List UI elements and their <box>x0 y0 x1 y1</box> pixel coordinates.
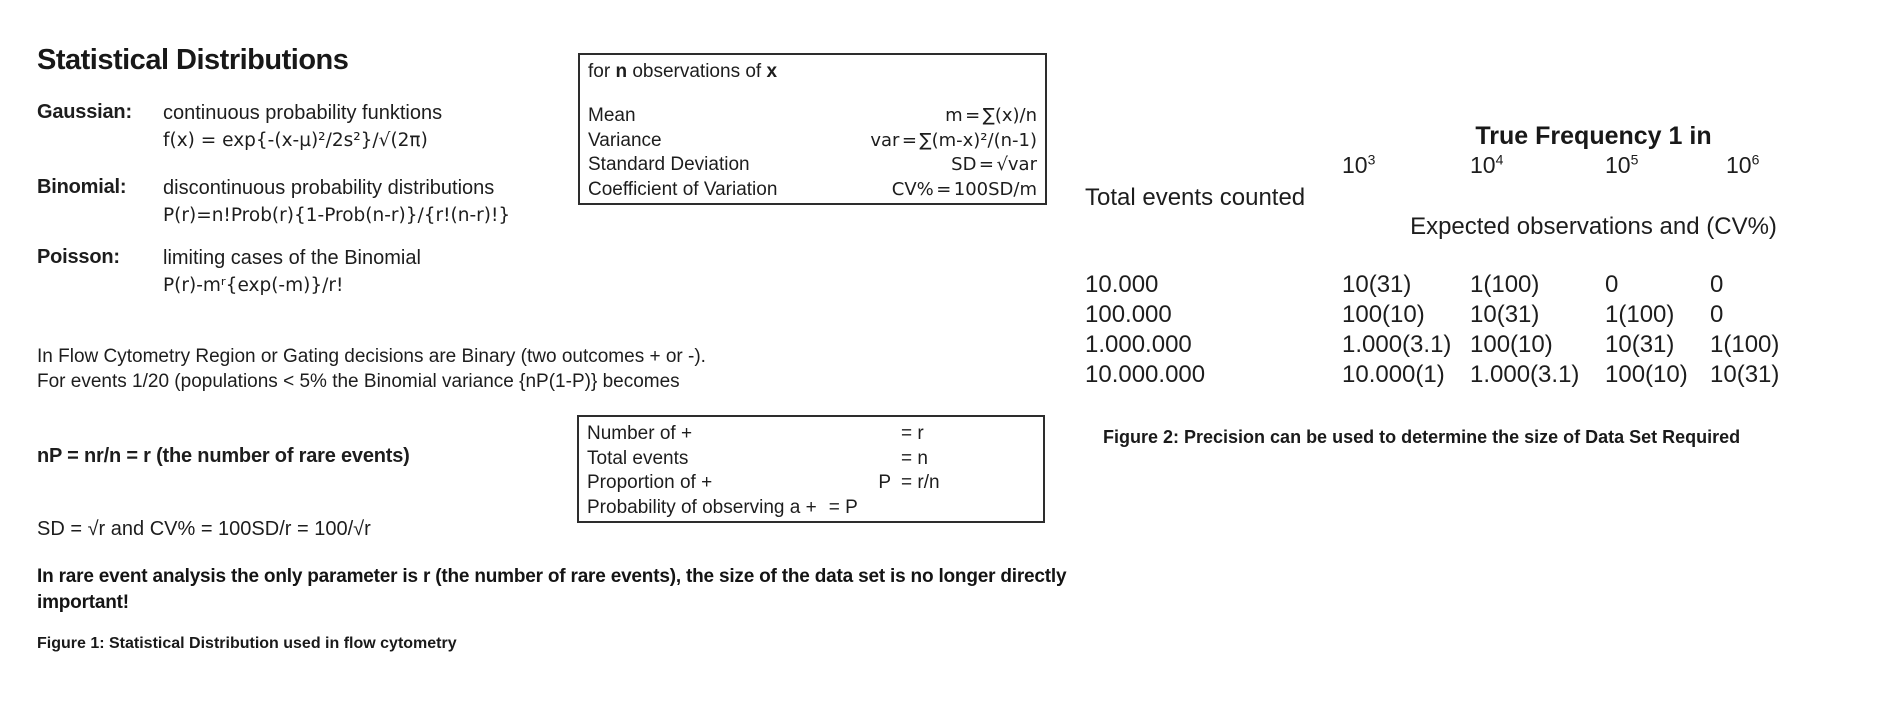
gaussian-term: Gaussian: <box>37 101 132 123</box>
stats-row-sd <box>588 153 1037 178</box>
figure1-caption: Figure 1: Statistical Distribution used in flow cytometry <box>37 635 457 652</box>
page-title: Statistical Distributions <box>37 44 349 76</box>
stat-label: Coefficient of Variation <box>588 178 778 200</box>
power-base: 10 <box>1470 152 1496 178</box>
binary-value: = n <box>901 447 928 469</box>
binary-row-number <box>587 422 1035 447</box>
stat-symbol: var <box>870 129 900 151</box>
power-exponent: 5 <box>1630 151 1639 168</box>
binary-row-probability <box>587 496 1035 521</box>
stat-expression: √var <box>996 154 1037 175</box>
table-cell: 100(10) <box>1342 301 1425 328</box>
observation-stats-box <box>578 53 1047 205</box>
figure2-title: True Frequency 1 in <box>1475 122 1712 150</box>
binary-label: Proportion of + <box>587 472 713 493</box>
figure2-row-axis-label: Total events counted <box>1085 184 1306 211</box>
table-cell: 1.000(3.1) <box>1470 361 1580 388</box>
flow-cytometry-paragraph <box>37 345 706 394</box>
stats-header-n: n <box>615 61 628 82</box>
column-header-10e6 <box>1710 152 1759 179</box>
table-cell: 1(100) <box>1710 331 1780 358</box>
equals-sign: = <box>965 105 981 126</box>
power-base: 10 <box>1342 152 1368 178</box>
binary-row-proportion <box>587 471 1035 496</box>
binomial-lines <box>163 176 510 228</box>
equals-sign: = <box>901 129 917 151</box>
figure2-column-headers <box>1342 152 1759 179</box>
table-row <box>1085 360 1779 390</box>
table-cell: 1.000(3.1) <box>1342 331 1452 358</box>
stat-symbol: SD <box>951 154 977 175</box>
table-cell: 100(10) <box>1605 361 1688 388</box>
binary-label: Number of + <box>587 423 693 444</box>
figure2-table <box>1085 270 1779 390</box>
poisson-term: Poisson: <box>37 246 120 268</box>
stats-row-cv <box>588 178 1037 203</box>
binomial-term: Binomial: <box>37 176 127 198</box>
rare-event-formula: nP = nr/n = r (the number of rare events) <box>37 445 410 467</box>
row-label: 1.000.000 <box>1085 331 1192 358</box>
binary-symbol <box>865 447 891 472</box>
binary-row-total <box>587 447 1035 472</box>
binary-label: Probability of observing a + <box>587 496 817 518</box>
binomial-description: discontinuous probability distributions <box>163 177 495 199</box>
table-cell: 10(31) <box>1605 331 1675 358</box>
gaussian-lines <box>163 101 442 153</box>
spacer <box>712 471 865 496</box>
binary-value: = r <box>901 423 924 444</box>
table-cell: 1(100) <box>1605 301 1675 328</box>
row-label: 100.000 <box>1085 301 1172 328</box>
table-cell: 10(31) <box>1470 301 1540 328</box>
power-base: 10 <box>1605 152 1631 178</box>
binary-symbol: P <box>878 472 891 493</box>
column-header-10e5 <box>1605 152 1710 179</box>
binary-value: = P <box>828 496 858 518</box>
stat-expression: ∑(x)/n <box>982 105 1037 126</box>
stat-symbol: CV% <box>891 178 934 200</box>
stat-label: Mean <box>588 105 636 126</box>
gaussian-formula: f(x) = exp{-(x-µ)²/2s²}/√(2π) <box>163 130 428 151</box>
table-row <box>1085 300 1779 330</box>
equals-sign: = <box>978 154 994 175</box>
stats-header-pre: for <box>588 61 616 82</box>
paragraph-line-1: In Flow Cytometry Region or Gating decisions are Binary (two outcomes + or -). <box>37 346 706 367</box>
poisson-description: limiting cases of the Binomial <box>163 247 421 269</box>
sd-cv-formula: SD = √r and CV% = 100SD/r = 100/√r <box>37 518 371 540</box>
conclusion-statement: In rare event analysis the only parameter is r (the number of rare events), the size of the data set is no longer directly important! <box>37 566 1067 613</box>
poisson-lines <box>163 246 421 298</box>
stats-header-x: x <box>766 61 778 82</box>
binomial-definition <box>37 176 510 228</box>
equals-sign: = <box>936 178 952 200</box>
table-cell: 0 <box>1710 271 1724 298</box>
gaussian-definition <box>37 101 442 153</box>
table-cell: 0 <box>1605 271 1619 298</box>
table-cell: 0 <box>1710 301 1724 328</box>
row-label: 10.000.000 <box>1085 361 1206 388</box>
table-cell: 10(31) <box>1710 361 1780 388</box>
figure2-subtitle: Expected observations and (CV%) <box>1410 213 1777 240</box>
spacer <box>688 447 865 472</box>
table-cell: 10(31) <box>1342 271 1412 298</box>
column-header-10e3 <box>1342 152 1470 179</box>
stat-symbol: m <box>945 105 963 126</box>
figure2-caption: Figure 2: Precision can be used to determine the size of Data Set Required <box>1103 427 1741 447</box>
binary-value: = r/n <box>901 472 940 493</box>
power-exponent: 4 <box>1495 151 1504 168</box>
binary-symbol <box>865 422 891 447</box>
stats-box-header <box>588 61 1037 83</box>
stat-label: Standard Deviation <box>588 154 750 175</box>
table-cell: 100(10) <box>1470 331 1553 358</box>
spacer <box>817 496 829 521</box>
binary-counts-box <box>577 415 1045 523</box>
stat-expression: 100SD/m <box>953 178 1037 200</box>
table-row <box>1085 330 1779 360</box>
binomial-formula: P(r)=n!Prob(r){1-Prob(n-r)}/{r!(n-r)!} <box>163 205 511 226</box>
row-label: 10.000 <box>1085 271 1159 298</box>
stat-expression: ∑(m-x)²/(n-1) <box>919 129 1037 151</box>
poisson-definition <box>37 246 421 298</box>
column-header-10e4 <box>1470 152 1605 179</box>
table-cell: 10.000(1) <box>1342 361 1445 388</box>
power-exponent: 6 <box>1751 151 1760 168</box>
stats-header-mid: observations of <box>627 61 767 82</box>
paragraph-line-2: For events 1/20 (populations < 5% the Binomial variance {nP(1-P)} becomes <box>37 370 680 392</box>
stats-row-mean <box>588 104 1037 129</box>
spacer <box>692 422 865 447</box>
power-base: 10 <box>1726 152 1752 178</box>
poisson-formula: P(r)-mʳ{exp(-m)}/r! <box>163 275 344 296</box>
gaussian-description: continuous probability funktions <box>163 102 443 124</box>
power-exponent: 3 <box>1367 151 1376 168</box>
stats-row-variance <box>588 129 1037 154</box>
table-row <box>1085 270 1779 300</box>
binary-label: Total events <box>587 447 689 469</box>
table-cell: 1(100) <box>1470 271 1540 298</box>
stats-box-rows <box>588 104 1037 202</box>
stat-label: Variance <box>588 129 662 151</box>
